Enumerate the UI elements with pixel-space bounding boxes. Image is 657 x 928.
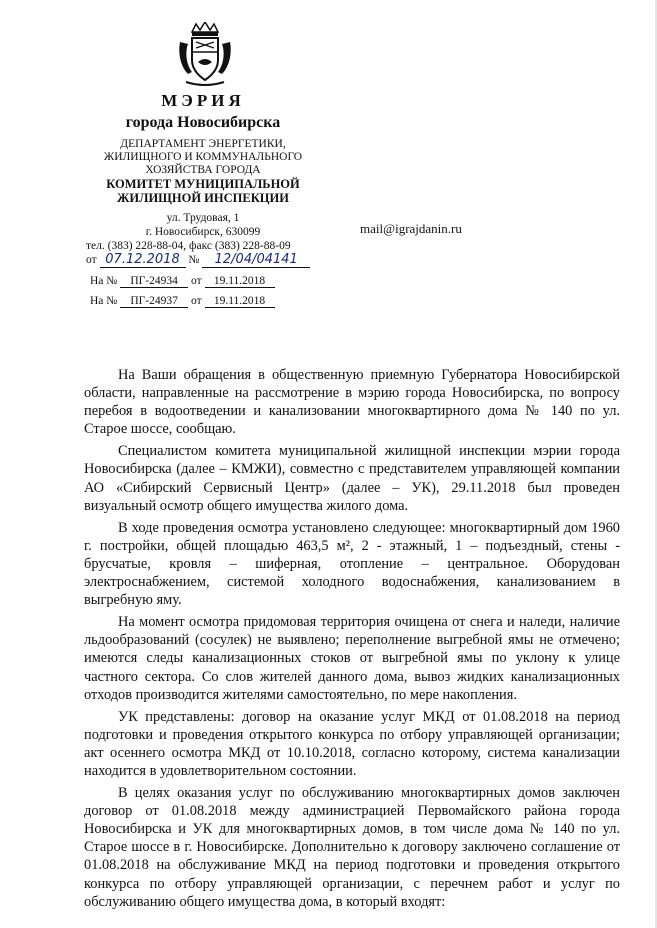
incoming-reference-2 bbox=[90, 295, 275, 308]
recipient-email: mail@igrajdanin.ru bbox=[360, 221, 462, 236]
header-committee bbox=[78, 177, 328, 205]
body-paragraph: На момент осмотра придомовая территория очищена от снега и наледи, наличие льдообразований (сосулек) не выявлено; переполнение выгребной ямы не отмечено; имеются следы канализационных стоков от выгребной ямы по уклону к улице частного сектора. Со слов жителей данного дома, вывоз жидких канализационных отходов производится жителями самостоятельно, по мере накопления. bbox=[84, 614, 620, 703]
body-paragraph: На Ваши обращения в общественную приемную Губернатора Новосибирской области, направленные на рассмотрение в мэрию города Новосибирска, по вопросу перебоя в водоотведении и канализовании многоквартирного дома № 140 по ул. Старое шоссе, сообщаю. bbox=[84, 367, 620, 438]
body-paragraph: В ходе проведения осмотра установлено следующее: многоквартирный дом 1960 г. постройки, общей площадью 463,5 м², 2 - этажный, 1 – подъездный, стены - брусчатые, кровля – шиферная, отопление – центральное. Оборудован электроснабжением, системой холодного водоснабжения, канализованием в выгребную яму. bbox=[84, 519, 620, 609]
committee-line-1: КОМИТЕТ МУНИЦИПАЛЬНОЙ bbox=[106, 177, 300, 191]
header-city: города Новосибирска bbox=[125, 114, 281, 131]
committee-line-2: ЖИЛИЩНОЙ ИНСПЕКЦИИ bbox=[117, 191, 289, 205]
na-label: На № bbox=[90, 295, 118, 307]
number-sign: № bbox=[188, 254, 200, 266]
city-coat-of-arms-icon bbox=[176, 22, 234, 88]
na-of: от bbox=[191, 275, 202, 287]
body-paragraph: Специалистом комитета муниципальной жилищной инспекции мэрии города Новосибирска (далее – КМЖИ), совместно с представителем управляющей компании АО «Сибирский Сервисный Центр» (далее – УК), 29.11.2018 был проведен визуальный осмотр общего имущества жилого дома. bbox=[84, 443, 620, 514]
address-phone: тел. (383) 228-88-04, факс (383) 228-88-09 bbox=[86, 240, 291, 252]
incoming-number: ПГ-24934 bbox=[120, 275, 188, 288]
address-street: ул. Трудовая, 1 bbox=[166, 212, 240, 224]
department-line-1: ДЕПАРТАМЕНТ ЭНЕРГЕТИКИ, bbox=[120, 138, 286, 150]
incoming-number: ПГ-24937 bbox=[120, 295, 188, 308]
outgoing-number: 12/04/04141 bbox=[202, 252, 310, 268]
body-paragraph: УК представлены: договор на оказание услуг МКД от 01.08.2018 на период подготовки и проведения открытого конкурса по отбору управляющей организации; акт осеннего осмотра МКД от 10.10.2018, согласно которому, система канализации находится в удовлетворительном состоянии. bbox=[84, 708, 620, 779]
incoming-date: 19.11.2018 bbox=[205, 295, 275, 308]
outgoing-date-number bbox=[86, 252, 310, 268]
body-paragraph: В целях оказания услуг по обслуживанию многоквартирных домов заключен договор от 01.08.2018 между администрацией Первомайского района города Новосибирска и УК для многоквартирных домов, в том числе дома № 140 по ул. Старое шоссе в г. Новосибирске. Дополнительно к договору заключено соглашение от 01.08.2018 на обслуживание МКД на период подготовки и проведения открытого конкурса по отбору управляющей организации, с перечнем работ и услуг по обслуживанию общего имущества дома, в который входят: bbox=[84, 785, 620, 910]
header-org: МЭРИЯ bbox=[161, 91, 245, 110]
header-department bbox=[78, 138, 328, 177]
na-label: На № bbox=[90, 275, 118, 287]
department-line-2: ЖИЛИЩНОГО И КОММУНАЛЬНОГО bbox=[103, 151, 303, 163]
letter-body bbox=[84, 366, 620, 911]
incoming-date: 19.11.2018 bbox=[205, 275, 275, 288]
outgoing-date: 07.12.2018 bbox=[100, 252, 186, 268]
na-of: от bbox=[191, 295, 202, 307]
department-line-3: ХОЗЯЙСТВА ГОРОДА bbox=[145, 164, 261, 176]
date-prefix: от bbox=[86, 254, 97, 266]
incoming-reference-1 bbox=[90, 275, 275, 288]
address-city: г. Новосибирск, 630099 bbox=[145, 226, 261, 238]
